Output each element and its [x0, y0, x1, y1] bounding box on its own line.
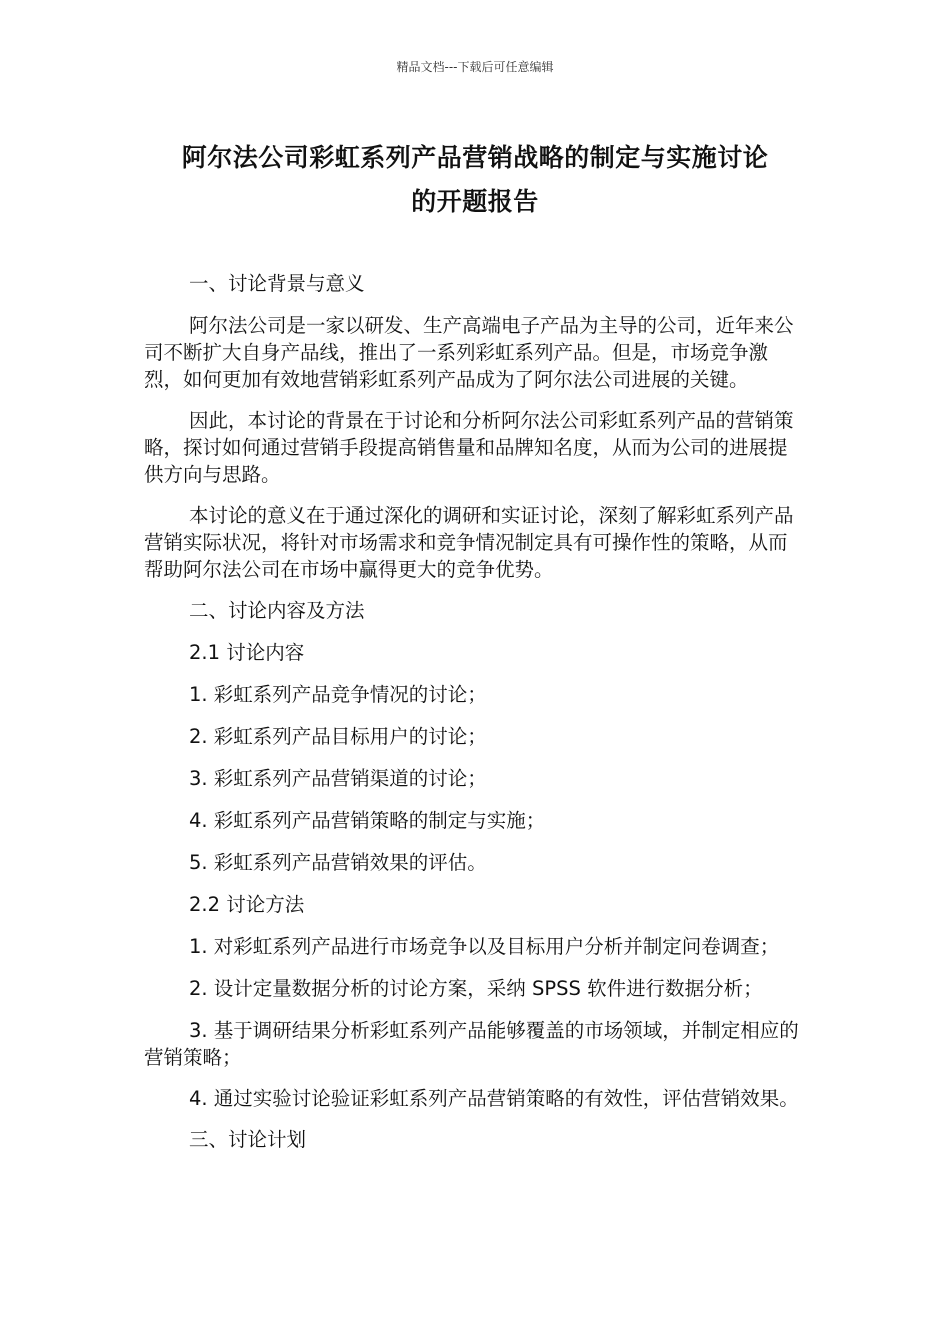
page-header: 精品文档---下载后可任意编辑 — [396, 60, 554, 74]
list-item: 3. 基于调研结果分析彩虹系列产品能够覆盖的市场领域，并制定相应的营销策略； — [144, 1019, 799, 1069]
list-item: 1. 对彩虹系列产品进行市场竞争以及目标用户分析并制定问卷调查； — [189, 935, 780, 958]
document-body — [144, 270, 806, 1168]
section-heading-plan: 三、讨论计划 — [189, 1128, 307, 1151]
paragraph-research-background: 因此，本讨论的背景在于讨论和分析阿尔法公司彩虹系列产品的营销策略，探讨如何通过营销手段提高销售量和品牌知名度，从而为公司的进展提供方向与思路。 — [144, 409, 794, 486]
list-item: 3. 彩虹系列产品营销渠道的讨论； — [189, 767, 487, 790]
list-item: 2. 彩虹系列产品目标用户的讨论； — [189, 725, 487, 748]
subsection-heading-content: 2.1 讨论内容 — [189, 641, 305, 664]
list-item: 4. 彩虹系列产品营销策略的制定与实施； — [189, 809, 546, 832]
list-item: 2. 设计定量数据分析的讨论方案，采纳 SPSS 软件进行数据分析； — [189, 977, 763, 1000]
subsection-heading-methods: 2.2 讨论方法 — [189, 893, 305, 916]
title-line-1: 阿尔法公司彩虹系列产品营销战略的制定与实施讨论 — [181, 143, 769, 172]
list-item: 1. 彩虹系列产品竞争情况的讨论； — [189, 683, 487, 706]
list-item: 5. 彩虹系列产品营销效果的评估。 — [189, 851, 487, 874]
section-heading-content-methods: 二、讨论内容及方法 — [189, 599, 365, 622]
list-item: 4. 通过实验讨论验证彩虹系列产品营销策略的有效性，评估营销效果。 — [189, 1087, 799, 1110]
paragraph-research-significance: 本讨论的意义在于通过深化的调研和实证讨论，深刻了解彩虹系列产品营销实际状况，将针对市场需求和竞争情况制定具有可操作性的策略，从而帮助阿尔法公司在市场中赢得更大的竞争优势。 — [144, 504, 794, 581]
document-title — [130, 136, 820, 224]
section-heading-background: 一、讨论背景与意义 — [189, 272, 365, 295]
paragraph-company-intro: 阿尔法公司是一家以研发、生产高端电子产品为主导的公司，近年来公司不断扩大自身产品线，推出了一系列彩虹系列产品。但是，市场竞争激烈，如何更加有效地营销彩虹系列产品成为了阿尔法公司进展的关键。 — [144, 314, 794, 391]
title-line-2: 的开题报告 — [411, 187, 539, 216]
